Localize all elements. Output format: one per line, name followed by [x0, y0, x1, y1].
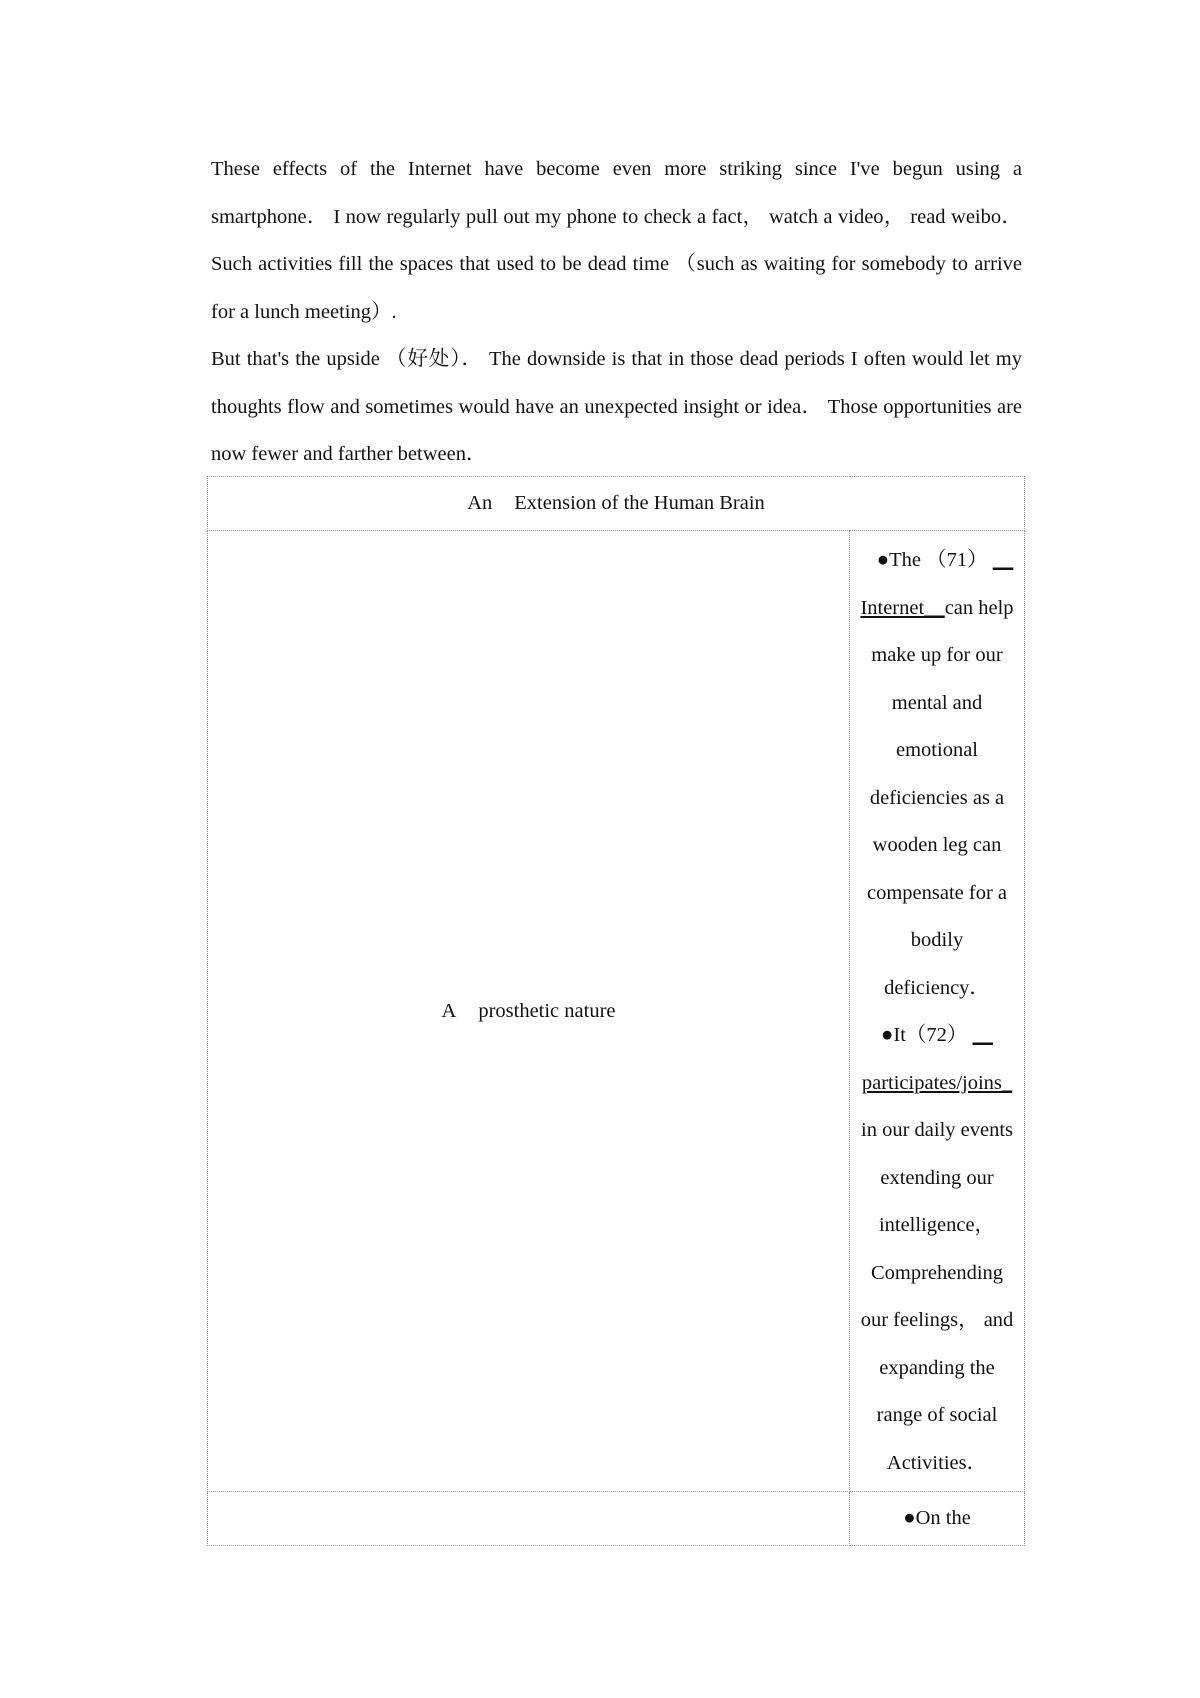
content-line: in our daily events	[861, 1119, 1014, 1141]
content-line: Comprehending	[870, 1261, 1004, 1284]
paragraph-2: But that's the upside （好处）． The downside is that in those dead periods I often would let my thoughts flow and sometimes would have an unexpected insight or idea． Those opportunities are now fewer and farther between．	[211, 348, 1022, 465]
table-title-a: An	[467, 492, 493, 514]
table-title-cell	[208, 477, 1025, 531]
paragraph-1: These effects of the Internet have become even more striking since I've begun using a smartphone． I now regularly pull out my phone to check a fact， watch a video， read weibo． Such activities fill the spaces that used to be dead time （such as waiting for somebody to arrive for a lunch meeting）.	[211, 158, 1022, 323]
table-title-row	[208, 477, 1025, 531]
content-line	[852, 1060, 1022, 1108]
answer-72: participates/joins_	[861, 1071, 1013, 1094]
blank-71: __	[992, 549, 1014, 571]
row-heading-b: prosthetic nature	[478, 999, 616, 1022]
row-heading-cell	[208, 1492, 850, 1546]
content-line: wooden leg can	[872, 834, 1002, 856]
content-line: make up for our	[871, 644, 1003, 666]
row-heading-a: A	[441, 999, 457, 1022]
content-line: emotional	[896, 739, 978, 761]
content-line: Activities．	[886, 1451, 988, 1474]
content-line: bodily	[910, 929, 964, 951]
content-line: range of social	[876, 1404, 998, 1426]
content-line: deficiency．	[884, 976, 990, 999]
table-row	[208, 531, 1025, 1492]
answer-71: Internet__	[860, 596, 945, 619]
content-line: expanding the	[879, 1356, 995, 1379]
table-title-b: Extension of the Human Brain	[514, 492, 765, 514]
blank-72: __	[972, 1024, 994, 1046]
content-line: our feelings， and	[860, 1309, 1014, 1331]
content-line: deficiencies as a	[869, 786, 1005, 809]
content-line: extending our	[880, 1166, 994, 1189]
content-line: mental and	[891, 691, 983, 714]
content-line: compensate for a	[866, 881, 1008, 904]
content-line: Internet__can help	[860, 596, 1014, 619]
summary-table	[207, 476, 1025, 1546]
row-heading-cell	[208, 531, 850, 1492]
content-line: intelligence，	[878, 1214, 996, 1236]
table-row	[208, 1492, 1025, 1546]
content-line: ●It（72） __	[880, 1024, 994, 1046]
content-line: ●The （71） __	[876, 549, 1014, 571]
row-content-cell	[850, 531, 1025, 1492]
row-content-cell: ●On the	[850, 1492, 1025, 1546]
